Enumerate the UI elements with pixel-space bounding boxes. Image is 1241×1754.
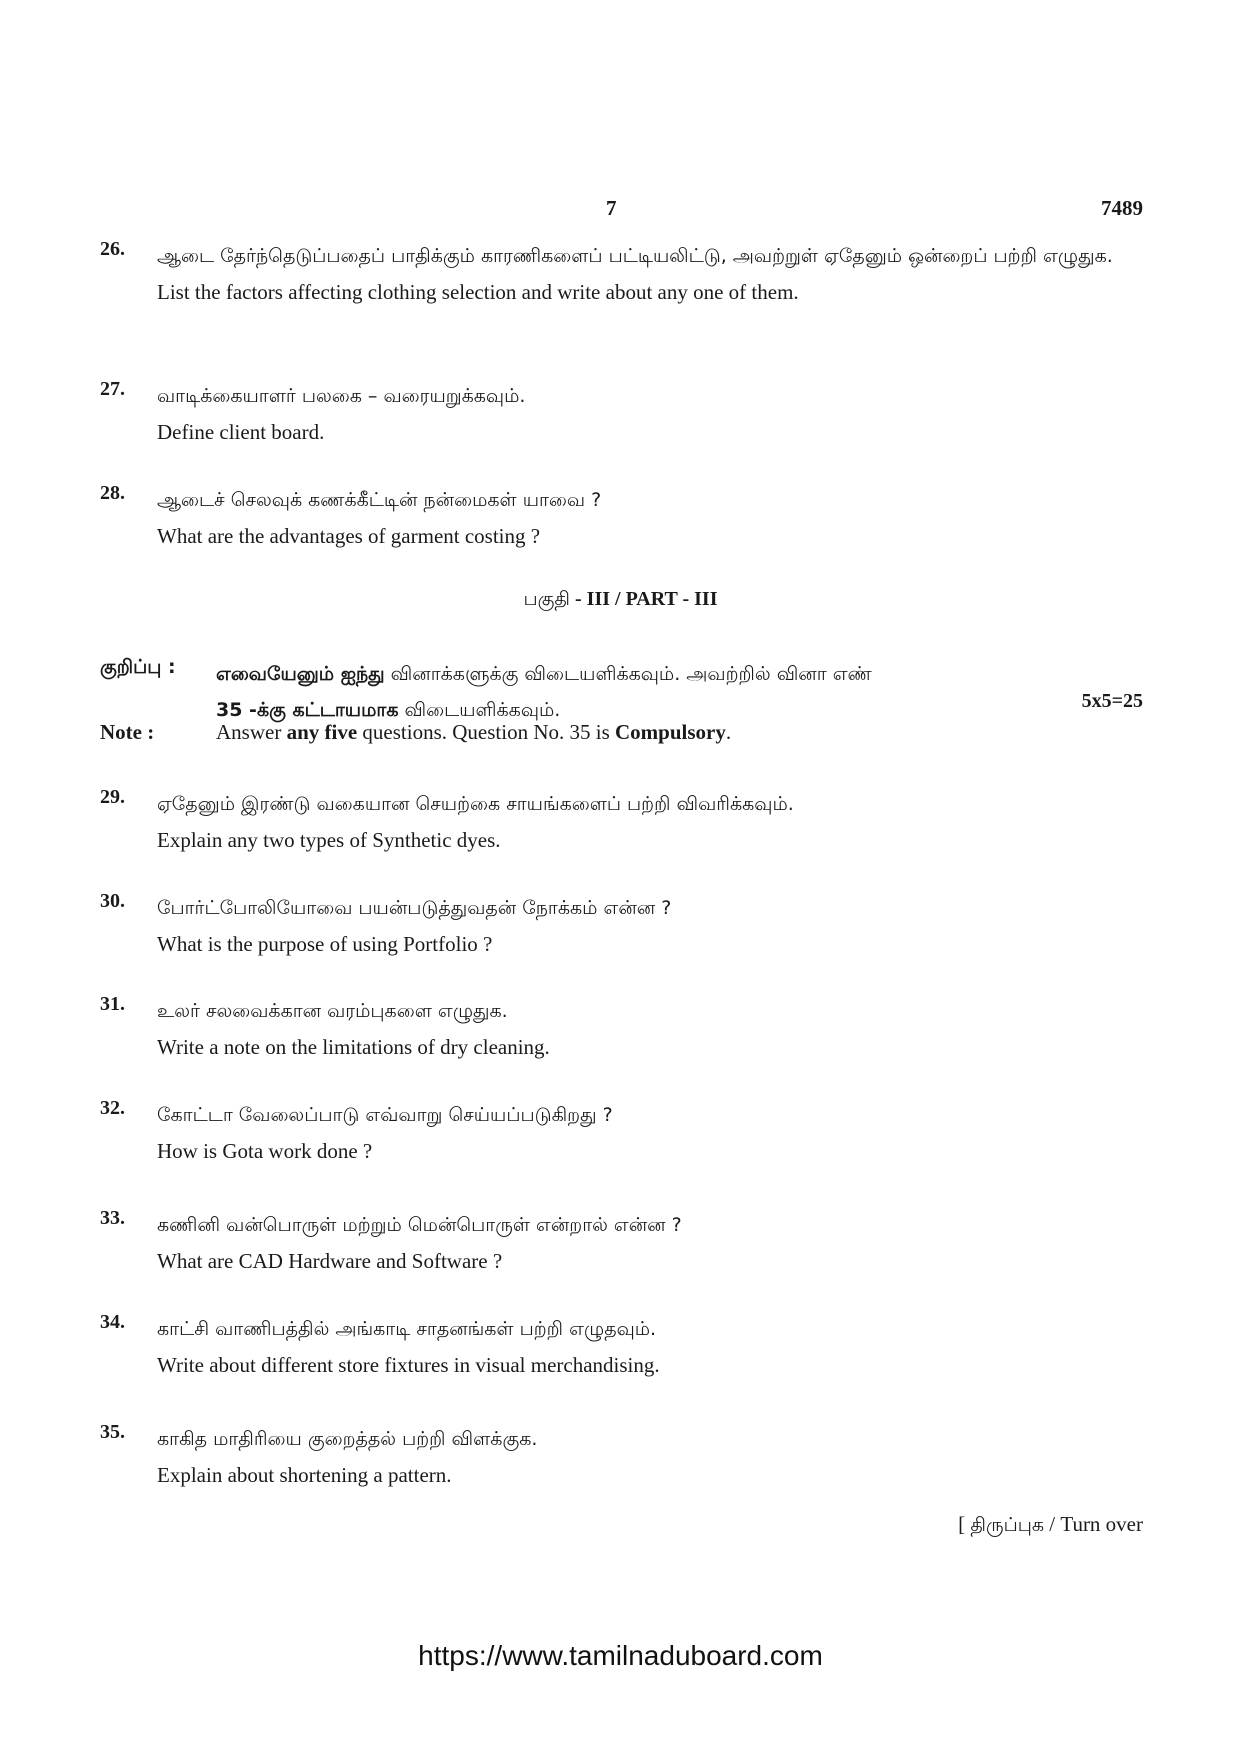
turn-over-english: / Turn over xyxy=(1044,1512,1143,1536)
note-english-bold: Compulsory xyxy=(615,720,726,744)
question-27 xyxy=(100,378,1140,450)
question-tamil: ஆடை தேர்ந்தெடுப்பதைப் பாதிக்கும் காரணிகளைப் பட்டியலிட்டு, அவற்றுள் ஏதேனும் ஒன்றைப் பற்றி எழுதுக. xyxy=(157,245,1113,267)
question-english: Explain about shortening a pattern. xyxy=(157,1463,452,1487)
question-number: 26. xyxy=(100,238,125,260)
question-tamil: ஆடைச் செலவுக் கணக்கீட்டின் நன்மைகள் யாவை ? xyxy=(157,489,602,511)
note-tamil-line2: விடையளிக்கவும். xyxy=(398,699,561,721)
question-30 xyxy=(100,890,1140,962)
question-tamil: கோட்டா வேலைப்பாடு எவ்வாறு செய்யப்படுகிறது ? xyxy=(157,1104,613,1126)
question-32 xyxy=(100,1097,1140,1169)
note-tamil-text xyxy=(216,656,1136,728)
part-heading-tamil: பகுதி xyxy=(523,588,570,610)
question-29 xyxy=(100,786,1140,858)
question-number: 27. xyxy=(100,378,125,400)
question-31 xyxy=(100,993,1140,1065)
turn-over-tamil: திருப்புக xyxy=(970,1514,1045,1536)
note-english-part: . xyxy=(725,720,732,744)
question-english: List the factors affecting clothing selection and write about any one of them. xyxy=(157,280,799,304)
question-number: 34. xyxy=(100,1311,125,1333)
turn-over-note xyxy=(958,1512,1143,1539)
page-number: 7 xyxy=(606,196,617,220)
question-english: What is the purpose of using Portfolio ? xyxy=(157,932,493,956)
question-english: Explain any two types of Synthetic dyes. xyxy=(157,828,501,852)
note-english-label: Note : xyxy=(100,720,155,744)
question-tamil: உலர் சலவைக்கான வரம்புகளை எழுதுக. xyxy=(157,1000,508,1022)
question-english: Define client board. xyxy=(157,420,325,444)
question-tamil: போர்ட்போலியோவை பயன்படுத்துவதன் நோக்கம் என்ன ? xyxy=(157,897,672,919)
question-tamil: காட்சி வாணிபத்தில் அங்காடி சாதனங்கள் பற்றி எழுதவும். xyxy=(157,1318,657,1340)
paper-code: 7489 xyxy=(1101,196,1143,220)
note-tamil-line1: வினாக்களுக்கு விடையளிக்கவும். அவற்றில் வினா எண் xyxy=(384,663,872,685)
question-number: 35. xyxy=(100,1421,125,1443)
question-english: What are CAD Hardware and Software ? xyxy=(157,1249,503,1273)
question-english: Write a note on the limitations of dry cleaning. xyxy=(157,1035,550,1059)
question-number: 33. xyxy=(100,1207,125,1229)
question-tamil: வாடிக்கையாளர் பலகை – வரையறுக்கவும். xyxy=(157,385,526,407)
part-heading xyxy=(0,588,1241,613)
question-26 xyxy=(100,238,1140,310)
source-url: https://www.tamilnaduboard.com xyxy=(418,1640,823,1671)
question-tamil: காகித மாதிரியை குறைத்தல் பற்றி விளக்குக. xyxy=(157,1428,538,1450)
turn-over-bracket: [ xyxy=(958,1512,971,1536)
question-tamil: ஏதேனும் இரண்டு வகையான செயற்கை சாயங்களைப் பற்றி விவரிக்கவும். xyxy=(157,793,794,815)
note-tamil-bold: 35 -க்கு கட்டாயமாக xyxy=(216,699,399,721)
note-tamil-label: குறிப்பு : xyxy=(100,656,176,678)
question-english: How is Gota work done ? xyxy=(157,1139,373,1163)
question-number: 32. xyxy=(100,1097,125,1119)
part-heading-text: - III / PART - III xyxy=(570,588,718,610)
question-english: What are the advantages of garment costing ? xyxy=(157,524,541,548)
question-number: 30. xyxy=(100,890,125,912)
question-34 xyxy=(100,1311,1140,1383)
question-number: 31. xyxy=(100,993,125,1015)
note-english-part: questions. Question No. 35 is xyxy=(357,720,615,744)
question-tamil: கணினி வன்பொருள் மற்றும் மென்பொருள் என்றால் என்ன ? xyxy=(157,1214,682,1236)
question-35 xyxy=(100,1421,1140,1493)
marks-allocation: 5x5=25 xyxy=(1081,690,1143,712)
question-28 xyxy=(100,482,1140,554)
question-number: 28. xyxy=(100,482,125,504)
note-english-part: Answer xyxy=(216,720,287,744)
question-number: 29. xyxy=(100,786,125,808)
note-english-text xyxy=(216,720,731,745)
note-tamil-bold: எவையேனும் ஐந்து xyxy=(216,663,385,685)
question-english: Write about different store fixtures in visual merchandising. xyxy=(157,1353,660,1377)
note-english-bold: any five xyxy=(286,720,358,744)
question-33 xyxy=(100,1207,1140,1279)
